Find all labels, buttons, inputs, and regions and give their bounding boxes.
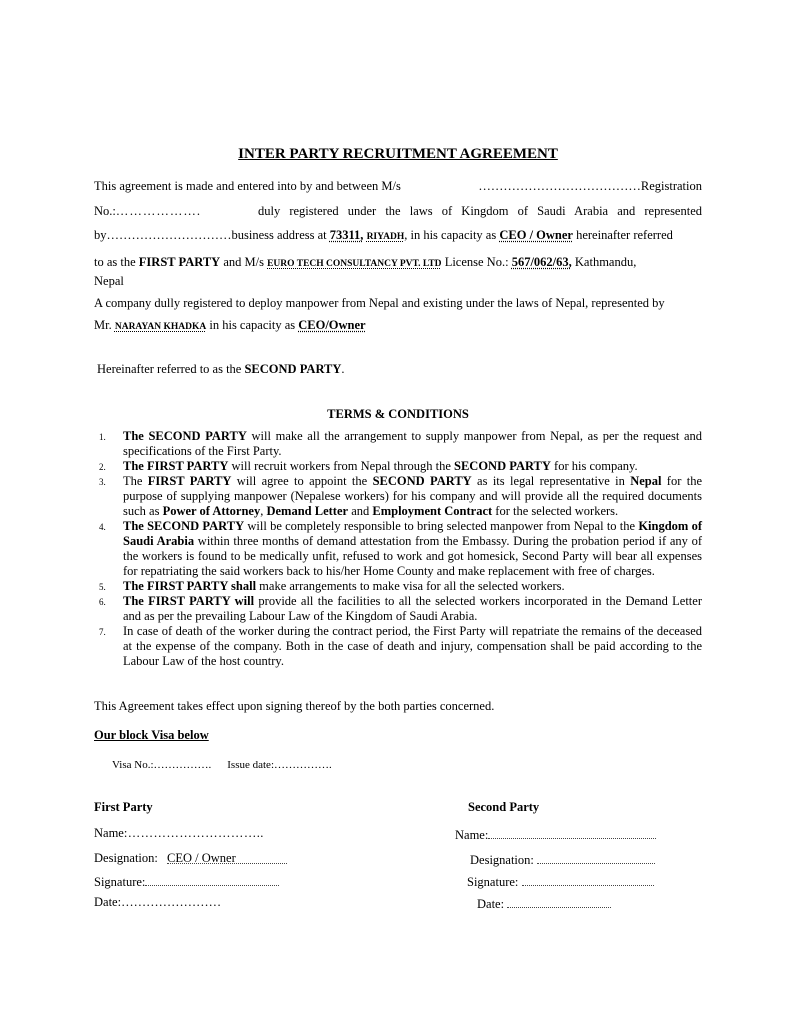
- term-text: make arrangements to make visa for all the selected workers.: [256, 579, 565, 593]
- name-label: Name:: [455, 828, 489, 842]
- intro-line-3: [94, 223, 702, 250]
- term-bold: The FIRST PARTY: [123, 459, 229, 473]
- intro-text: business address at: [231, 228, 330, 242]
- name-blank: :…………………………..: [123, 826, 264, 840]
- terms-list: [94, 429, 702, 669]
- company-name: EURO TECH CONSULTANCY PVT. LTD: [267, 258, 442, 269]
- term-item: [94, 429, 702, 459]
- hereinafter-line: [97, 362, 345, 377]
- page-title: INTER PARTY RECRUITMENT AGREEMENT: [238, 146, 558, 162]
- first-party-heading: First Party: [94, 800, 153, 814]
- intro-text: hereinafter referred: [572, 228, 673, 242]
- term-bold: Nepal: [630, 474, 662, 488]
- intro-text: to as the: [94, 254, 139, 269]
- term-bold: The FIRST PARTY shall: [123, 579, 257, 593]
- second-party-heading: Second Party: [468, 800, 540, 814]
- term-text: will recruit workers from Nepal through the: [228, 459, 455, 473]
- intro-text: in his capacity as: [206, 318, 299, 332]
- intro-line-1: [94, 174, 702, 199]
- term-text: will agree to appoint the: [231, 474, 373, 488]
- capacity-value: CEO / Owner: [499, 228, 573, 242]
- registration-blank: ……………….: [115, 203, 201, 218]
- visa-heading: Our block Visa below: [94, 728, 209, 742]
- spacer: [211, 759, 227, 771]
- date-blank: ……………………: [121, 895, 222, 909]
- term-bold: Kingdom of Saudi Arabia: [123, 519, 702, 548]
- term-text: provide all the facilities to all the selected workers incorporated in the Demand Letter and as per the prevailing Labour Law of the Kingdom of Saudi Arabia.: [123, 594, 702, 623]
- visa-line: [112, 759, 332, 771]
- issue-date-label: Issue date:: [227, 759, 274, 771]
- effect-statement: This Agreement takes effect upon signing thereof by the both parties concerned.: [94, 699, 495, 713]
- term-bold: The SECOND PARTY: [123, 429, 247, 443]
- intro-paragraph-cont: [94, 270, 702, 338]
- intro-text: This agreement is made and entered into by and between M/s: [94, 179, 401, 193]
- intro-text: Mr.: [94, 318, 115, 332]
- term-bold: Demand Letter: [266, 504, 349, 518]
- term-item: [94, 474, 702, 519]
- name-field: [488, 826, 656, 839]
- first-party-signature: [94, 873, 279, 890]
- term-number: 3.: [99, 477, 106, 487]
- license-number: 567/062/63,: [511, 254, 572, 269]
- term-number: 4.: [99, 522, 106, 532]
- second-party-date: [477, 895, 611, 912]
- first-party-designation: [94, 851, 287, 866]
- term-bold: The SECOND PARTY: [123, 519, 245, 533]
- hereinafter-text: .: [341, 362, 345, 376]
- term-text: for his company.: [550, 459, 638, 473]
- signature-field: [522, 873, 654, 886]
- term-number: 2.: [99, 462, 106, 472]
- signature-field: [145, 873, 279, 886]
- terms-heading: TERMS & CONDITIONS: [327, 407, 469, 421]
- date-field: [507, 895, 611, 908]
- second-party-name: [455, 826, 656, 843]
- term-text: ,: [260, 504, 267, 518]
- term-bold: SECOND PARTY: [454, 459, 551, 473]
- visa-number-label: Visa No.:: [112, 759, 154, 771]
- first-party-name: [94, 826, 264, 841]
- second-party-designation: [470, 851, 655, 868]
- term-text: will make all the arrangement to supply manpower from Nepal, as per the request and specifications of the First Party.: [123, 429, 702, 458]
- term-text: In case of death of the worker during the contract period, the First Party will repatriate the remains of the deceased at the expense of the company. Both in the case of death and injury, compensation shall be paid according to the Labour Law of the host country.: [123, 624, 702, 668]
- representative-name: NARAYAN KHADKA: [114, 322, 207, 332]
- issue-date-blank: …………….: [274, 759, 332, 771]
- term-bold: FIRST PARTY: [147, 474, 232, 488]
- term-item: [94, 579, 702, 594]
- term-text: within three months of demand attestation from the Embassy. During the probation period if any of the workers is found to be medically unfit, refused to work and got homesick, Second Party will bear all expenses for repatriating the said workers back to his/her Home County and make replacement with free of charges.: [123, 534, 703, 578]
- name-label: Name: [94, 826, 124, 840]
- visa-number-blank: …………….: [153, 759, 212, 771]
- term-number: 1.: [99, 432, 106, 442]
- term-item: [94, 459, 702, 474]
- designation-field: [167, 851, 287, 864]
- intro-text: duly registered under the laws of Kingdom of Saudi Arabia and represented: [257, 203, 702, 218]
- term-bold: Power of Attorney: [162, 504, 261, 518]
- term-text: as its legal representative in: [471, 474, 631, 488]
- term-bold: SECOND PARTY: [372, 474, 472, 488]
- term-number: 6.: [99, 597, 106, 607]
- intro-line-2: [94, 199, 702, 224]
- term-number: 7.: [99, 627, 106, 637]
- designation-value: CEO / Owner: [167, 851, 236, 865]
- address-number: 73311,: [329, 228, 364, 242]
- address-city: RIYADH: [366, 232, 405, 242]
- intro-text: License No.:: [441, 254, 512, 269]
- term-text: for the selected workers.: [492, 504, 619, 518]
- term-text: and: [348, 504, 373, 518]
- intro-text: , in his capacity as: [404, 228, 500, 242]
- designation-label: Designation:: [94, 851, 158, 865]
- intro-text: Registration: [640, 179, 702, 193]
- intro-line-5: Nepal: [94, 274, 124, 288]
- term-text: for the purpose of supplying manpower (Nepalese workers) for his company and will provide all the required documents such as: [123, 474, 702, 518]
- term-bold: The FIRST PARTY will: [123, 594, 255, 608]
- intro-text: and M/s: [220, 254, 268, 269]
- first-party-term: FIRST PARTY: [138, 254, 221, 269]
- date-label: Date:: [477, 897, 508, 911]
- intro-line-7: [94, 314, 702, 338]
- second-party-signature: [467, 873, 654, 890]
- intro-line-6: A company dully registered to deploy manpower from Nepal and existing under the laws of Nepal, represented by: [94, 296, 665, 310]
- term-item: [94, 594, 702, 624]
- hereinafter-text: Hereinafter referred to as the: [97, 362, 245, 376]
- term-item: [94, 624, 702, 669]
- intro-text: Kathmandu,: [571, 254, 637, 269]
- company-blank: …………………………………: [478, 179, 641, 193]
- intro-text: No.:: [94, 203, 116, 218]
- second-party-term: SECOND PARTY: [244, 362, 342, 376]
- representative-blank: …………………………: [106, 228, 232, 242]
- signature-label: Signature:: [94, 875, 146, 889]
- date-label: Date:: [94, 895, 122, 909]
- term-text: The: [123, 474, 148, 488]
- first-party-date: [94, 895, 221, 910]
- intro-paragraph: [94, 174, 702, 276]
- term-text: will be completely responsible to bring selected manpower from Nepal to the: [244, 519, 639, 533]
- term-item: [94, 519, 702, 579]
- signature-label: Signature:: [467, 875, 522, 889]
- term-bold: Employment Contract: [372, 504, 493, 518]
- designation-field: [537, 851, 655, 864]
- representative-capacity: CEO/Owner: [298, 318, 366, 332]
- term-number: 5.: [99, 582, 106, 592]
- designation-label: Designation:: [470, 853, 538, 867]
- intro-text: by: [94, 228, 107, 242]
